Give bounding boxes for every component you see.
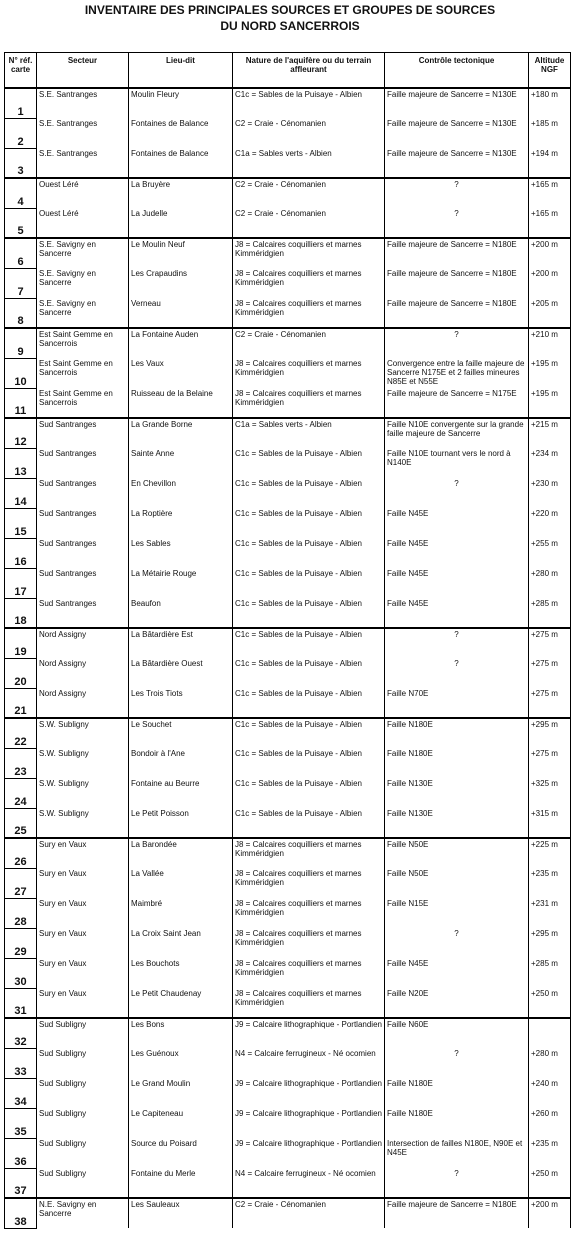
row-nature: C1c = Sables de la Puisaye - Albien — [233, 598, 385, 628]
row-nature: C1c = Sables de la Puisaye - Albien — [233, 748, 385, 778]
row-nature: C1a = Sables verts - Albien — [233, 148, 385, 178]
table-row — [5, 448, 571, 478]
row-sector: Sury en Vaux — [37, 958, 129, 988]
row-place: Fontaine au Beurre — [129, 778, 233, 808]
table-row — [5, 508, 571, 538]
table-row — [5, 808, 571, 838]
row-control: Faille N180E — [385, 748, 529, 778]
row-altitude: +234 m — [529, 448, 571, 478]
row-nature: C1c = Sables de la Puisaye - Albien — [233, 508, 385, 538]
row-ref-number: 8 — [5, 298, 37, 328]
row-ref-number: 31 — [5, 988, 37, 1018]
header-nature: Nature de l'aquifère ou du terrain affleurant — [233, 53, 385, 89]
row-place: La Bruyère — [129, 178, 233, 208]
table-row — [5, 298, 571, 328]
row-place: Maimbré — [129, 898, 233, 928]
row-nature: C2 = Craie - Cénomanien — [233, 328, 385, 358]
row-nature: J8 = Calcaires coquilliers et marnes Kimméridgien — [233, 898, 385, 928]
row-place: Le Capiteneau — [129, 1108, 233, 1138]
sources-table — [4, 52, 571, 1229]
row-ref-number: 9 — [5, 328, 37, 358]
table-row — [5, 868, 571, 898]
row-ref-number: 21 — [5, 688, 37, 718]
row-nature: C1c = Sables de la Puisaye - Albien — [233, 568, 385, 598]
row-altitude: +225 m — [529, 838, 571, 868]
table-row — [5, 958, 571, 988]
row-control: Faille majeure de Sancerre = N180E — [385, 268, 529, 298]
row-nature: J9 = Calcaire lithographique - Portlandien — [233, 1138, 385, 1168]
row-sector: Sud Santranges — [37, 418, 129, 448]
row-nature: C2 = Craie - Cénomanien — [233, 178, 385, 208]
table-row — [5, 148, 571, 178]
row-nature: C1a = Sables verts - Albien — [233, 418, 385, 448]
row-place: La Métairie Rouge — [129, 568, 233, 598]
table-row — [5, 238, 571, 268]
row-place: Les Trois Tiots — [129, 688, 233, 718]
row-place: La Roptière — [129, 508, 233, 538]
row-nature: J8 = Calcaires coquilliers et marnes Kimméridgien — [233, 388, 385, 418]
row-altitude: +180 m — [529, 88, 571, 118]
table-row — [5, 208, 571, 238]
row-place: Fontaines de Balance — [129, 148, 233, 178]
row-place: Fontaine du Merle — [129, 1168, 233, 1198]
row-control: Faille N20E — [385, 988, 529, 1018]
row-sector: Ouest Léré — [37, 178, 129, 208]
row-ref-number: 22 — [5, 718, 37, 748]
row-ref-number: 6 — [5, 238, 37, 268]
row-place: La Barondée — [129, 838, 233, 868]
table-row — [5, 1048, 571, 1078]
row-sector: S.W. Subligny — [37, 778, 129, 808]
row-sector: S.E. Savigny en Sancerre — [37, 238, 129, 268]
table-body — [5, 88, 571, 1228]
row-place: Les Vaux — [129, 358, 233, 388]
row-altitude: +215 m — [529, 418, 571, 448]
row-nature: J8 = Calcaires coquilliers et marnes Kimméridgien — [233, 358, 385, 388]
table-row — [5, 688, 571, 718]
table-row — [5, 1108, 571, 1138]
row-nature: C1c = Sables de la Puisaye - Albien — [233, 658, 385, 688]
row-altitude: +194 m — [529, 148, 571, 178]
row-ref-number: 12 — [5, 418, 37, 448]
row-ref-number: 18 — [5, 598, 37, 628]
row-sector: Sud Santranges — [37, 568, 129, 598]
table-row — [5, 898, 571, 928]
row-control: ? — [385, 328, 529, 358]
row-place: La Judelle — [129, 208, 233, 238]
row-altitude: +315 m — [529, 808, 571, 838]
row-nature: C2 = Craie - Cénomanien — [233, 118, 385, 148]
table-row — [5, 658, 571, 688]
row-place: Beaufon — [129, 598, 233, 628]
row-altitude: +200 m — [529, 238, 571, 268]
row-control: Faille majeure de Sancerre = N130E — [385, 148, 529, 178]
row-sector: Est Saint Gemme en Sancerrois — [37, 358, 129, 388]
row-control: Faille N60E — [385, 1018, 529, 1048]
row-ref-number: 16 — [5, 538, 37, 568]
row-altitude: +255 m — [529, 538, 571, 568]
row-altitude: +231 m — [529, 898, 571, 928]
row-control: Faille N50E — [385, 838, 529, 868]
row-control: Faille N45E — [385, 598, 529, 628]
table-row — [5, 1168, 571, 1198]
row-sector: Nord Assigny — [37, 628, 129, 658]
row-altitude: +275 m — [529, 628, 571, 658]
row-place: Les Sauleaux — [129, 1198, 233, 1228]
row-sector: S.W. Subligny — [37, 748, 129, 778]
row-ref-number: 24 — [5, 778, 37, 808]
row-altitude: +195 m — [529, 388, 571, 418]
row-nature: C1c = Sables de la Puisaye - Albien — [233, 628, 385, 658]
row-nature: C2 = Craie - Cénomanien — [233, 1198, 385, 1228]
table-row — [5, 178, 571, 208]
table-row — [5, 328, 571, 358]
row-control: Faille N45E — [385, 508, 529, 538]
table-row — [5, 388, 571, 418]
row-control: Faille majeure de Sancerre = N175E — [385, 388, 529, 418]
row-altitude: +285 m — [529, 958, 571, 988]
row-place: Ruisseau de la Belaine — [129, 388, 233, 418]
row-sector: Sud Subligny — [37, 1078, 129, 1108]
row-place: La Bâtardière Ouest — [129, 658, 233, 688]
row-ref-number: 25 — [5, 808, 37, 838]
row-ref-number: 7 — [5, 268, 37, 298]
row-sector: Sury en Vaux — [37, 928, 129, 958]
row-sector: S.W. Subligny — [37, 808, 129, 838]
row-place: La Grande Borne — [129, 418, 233, 448]
row-nature: J9 = Calcaire lithographique - Portlandien — [233, 1018, 385, 1048]
row-sector: Sury en Vaux — [37, 838, 129, 868]
title-line-2: DU NORD SANCERROIS — [220, 19, 360, 33]
row-control: ? — [385, 928, 529, 958]
row-altitude: +200 m — [529, 268, 571, 298]
row-control: Faille N70E — [385, 688, 529, 718]
row-nature: J8 = Calcaires coquilliers et marnes Kimméridgien — [233, 298, 385, 328]
row-nature: J9 = Calcaire lithographique - Portlandien — [233, 1108, 385, 1138]
row-nature: C2 = Craie - Cénomanien — [233, 208, 385, 238]
row-place: La Croix Saint Jean — [129, 928, 233, 958]
row-altitude: +205 m — [529, 298, 571, 328]
row-ref-number: 26 — [5, 838, 37, 868]
row-altitude: +275 m — [529, 688, 571, 718]
row-place: Les Bouchots — [129, 958, 233, 988]
row-control: Faille N15E — [385, 898, 529, 928]
row-ref-number: 10 — [5, 358, 37, 388]
row-place: En Chevillon — [129, 478, 233, 508]
row-place: Les Guénoux — [129, 1048, 233, 1078]
row-sector: S.W. Subligny — [37, 718, 129, 748]
row-place: Le Souchet — [129, 718, 233, 748]
row-sector: Sud Santranges — [37, 598, 129, 628]
row-nature: J8 = Calcaires coquilliers et marnes Kimméridgien — [233, 868, 385, 898]
row-altitude: +165 m — [529, 178, 571, 208]
row-altitude: +210 m — [529, 328, 571, 358]
row-control: ? — [385, 478, 529, 508]
row-sector: Ouest Léré — [37, 208, 129, 238]
row-place: Bondoir à l'Ane — [129, 748, 233, 778]
row-sector: Nord Assigny — [37, 658, 129, 688]
row-nature: C1c = Sables de la Puisaye - Albien — [233, 718, 385, 748]
row-ref-number: 15 — [5, 508, 37, 538]
row-place: Sainte Anne — [129, 448, 233, 478]
table-row — [5, 1138, 571, 1168]
row-ref-number: 32 — [5, 1018, 37, 1048]
row-sector: Sud Subligny — [37, 1138, 129, 1168]
row-ref-number: 30 — [5, 958, 37, 988]
header-sector: Secteur — [37, 53, 129, 89]
row-control: ? — [385, 1048, 529, 1078]
row-place: Verneau — [129, 298, 233, 328]
row-control: Faille N180E — [385, 1108, 529, 1138]
header-ref: N° réf. carte — [5, 53, 37, 89]
row-control: Faille majeure de Sancerre = N180E — [385, 1198, 529, 1228]
table-row — [5, 748, 571, 778]
row-place: Le Petit Poisson — [129, 808, 233, 838]
row-sector: Sud Subligny — [37, 1168, 129, 1198]
row-altitude: +230 m — [529, 478, 571, 508]
row-nature: C1c = Sables de la Puisaye - Albien — [233, 478, 385, 508]
row-nature: J8 = Calcaires coquilliers et marnes Kimméridgien — [233, 958, 385, 988]
row-ref-number: 5 — [5, 208, 37, 238]
row-ref-number: 34 — [5, 1078, 37, 1108]
row-control: Faille N180E — [385, 718, 529, 748]
row-altitude: +275 m — [529, 658, 571, 688]
row-ref-number: 23 — [5, 748, 37, 778]
row-sector: S.E. Savigny en Sancerre — [37, 268, 129, 298]
row-place: Fontaines de Balance — [129, 118, 233, 148]
row-ref-number: 14 — [5, 478, 37, 508]
row-control: Faille N10E tournant vers le nord à N140E — [385, 448, 529, 478]
table-row — [5, 568, 571, 598]
row-place: La Bâtardière Est — [129, 628, 233, 658]
row-ref-number: 37 — [5, 1168, 37, 1198]
row-nature: J9 = Calcaire lithographique - Portlandien — [233, 1078, 385, 1108]
row-sector: Sury en Vaux — [37, 868, 129, 898]
row-ref-number: 27 — [5, 868, 37, 898]
row-sector: S.E. Santranges — [37, 88, 129, 118]
row-control: Faille N50E — [385, 868, 529, 898]
row-altitude: +235 m — [529, 1138, 571, 1168]
table-row — [5, 778, 571, 808]
row-control: Faille majeure de Sancerre = N180E — [385, 238, 529, 268]
row-altitude: +200 m — [529, 1198, 571, 1228]
header-altitude: Altitude NGF — [529, 53, 571, 89]
row-altitude: +260 m — [529, 1108, 571, 1138]
row-nature: J8 = Calcaires coquilliers et marnes Kimméridgien — [233, 838, 385, 868]
row-control: ? — [385, 628, 529, 658]
row-sector: Sury en Vaux — [37, 988, 129, 1018]
row-altitude — [529, 1018, 571, 1048]
row-ref-number: 4 — [5, 178, 37, 208]
document-title — [0, 0, 580, 52]
header-place: Lieu-dit — [129, 53, 233, 89]
row-ref-number: 1 — [5, 88, 37, 118]
row-control: ? — [385, 178, 529, 208]
row-control: ? — [385, 1168, 529, 1198]
row-altitude: +285 m — [529, 598, 571, 628]
row-altitude: +295 m — [529, 718, 571, 748]
row-sector: S.E. Santranges — [37, 148, 129, 178]
table-row — [5, 628, 571, 658]
row-sector: Sud Subligny — [37, 1018, 129, 1048]
row-altitude: +325 m — [529, 778, 571, 808]
table-row — [5, 88, 571, 118]
row-ref-number: 13 — [5, 448, 37, 478]
row-sector: Sud Santranges — [37, 508, 129, 538]
row-place: Les Bons — [129, 1018, 233, 1048]
table-row — [5, 1078, 571, 1108]
row-sector: Nord Assigny — [37, 688, 129, 718]
table-header-row — [5, 53, 571, 89]
row-altitude: +195 m — [529, 358, 571, 388]
row-place: Les Sables — [129, 538, 233, 568]
table-row — [5, 718, 571, 748]
row-control: Faille N45E — [385, 568, 529, 598]
row-control: Faille majeure de Sancerre = N180E — [385, 298, 529, 328]
table-row — [5, 418, 571, 448]
row-ref-number: 3 — [5, 148, 37, 178]
row-nature: J8 = Calcaires coquilliers et marnes Kimméridgien — [233, 268, 385, 298]
row-sector: Sud Santranges — [37, 478, 129, 508]
row-altitude: +240 m — [529, 1078, 571, 1108]
table-row — [5, 838, 571, 868]
row-altitude: +295 m — [529, 928, 571, 958]
row-altitude: +165 m — [529, 208, 571, 238]
row-altitude: +280 m — [529, 1048, 571, 1078]
row-nature: C1c = Sables de la Puisaye - Albien — [233, 688, 385, 718]
row-ref-number: 29 — [5, 928, 37, 958]
table-row — [5, 268, 571, 298]
row-altitude: +250 m — [529, 1168, 571, 1198]
row-control: Faille N130E — [385, 808, 529, 838]
row-ref-number: 17 — [5, 568, 37, 598]
row-altitude: +280 m — [529, 568, 571, 598]
table-row — [5, 928, 571, 958]
row-control: Faille majeure de Sancerre = N130E — [385, 88, 529, 118]
row-altitude: +250 m — [529, 988, 571, 1018]
row-altitude: +185 m — [529, 118, 571, 148]
row-place: Les Crapaudins — [129, 268, 233, 298]
row-control: Intersection de failles N180E, N90E et N45E — [385, 1138, 529, 1168]
row-ref-number: 11 — [5, 388, 37, 418]
table-row — [5, 358, 571, 388]
row-control: ? — [385, 658, 529, 688]
table-row — [5, 988, 571, 1018]
row-nature: J8 = Calcaires coquilliers et marnes Kimméridgien — [233, 928, 385, 958]
row-place: Source du Poisard — [129, 1138, 233, 1168]
row-altitude: +275 m — [529, 748, 571, 778]
row-ref-number: 19 — [5, 628, 37, 658]
row-sector: Sud Santranges — [37, 448, 129, 478]
row-control: Faille N45E — [385, 958, 529, 988]
title-line-1: INVENTAIRE DES PRINCIPALES SOURCES ET GROUPES DE SOURCES — [84, 3, 496, 17]
header-control: Contrôle tectonique — [385, 53, 529, 89]
row-ref-number: 2 — [5, 118, 37, 148]
row-nature: N4 = Calcaire ferrugineux - Né ocomien — [233, 1048, 385, 1078]
row-ref-number: 38 — [5, 1198, 37, 1228]
row-control: Faille majeure de Sancerre = N130E — [385, 118, 529, 148]
row-nature: N4 = Calcaire ferrugineux - Né ocomien — [233, 1168, 385, 1198]
row-altitude: +235 m — [529, 868, 571, 898]
row-nature: C1c = Sables de la Puisaye - Albien — [233, 778, 385, 808]
table-row — [5, 118, 571, 148]
row-place: Moulin Fleury — [129, 88, 233, 118]
table-row — [5, 1198, 571, 1228]
row-altitude: +220 m — [529, 508, 571, 538]
row-ref-number: 33 — [5, 1048, 37, 1078]
row-sector: Sud Subligny — [37, 1048, 129, 1078]
row-sector: S.E. Santranges — [37, 118, 129, 148]
row-control: Faille N10E convergente sur la grande faille majeure de Sancerre — [385, 418, 529, 448]
row-ref-number: 20 — [5, 658, 37, 688]
row-control: ? — [385, 208, 529, 238]
table-row — [5, 598, 571, 628]
row-place: Le Moulin Neuf — [129, 238, 233, 268]
row-control: Convergence entre la faille majeure de Sancerre N175E et 2 failles mineures N85E et N55E — [385, 358, 529, 388]
row-nature: C1c = Sables de la Puisaye - Albien — [233, 538, 385, 568]
row-place: Le Petit Chaudenay — [129, 988, 233, 1018]
row-nature: J8 = Calcaires coquilliers et marnes Kimméridgien — [233, 238, 385, 268]
row-nature: C1c = Sables de la Puisaye - Albien — [233, 808, 385, 838]
row-nature: C1c = Sables de la Puisaye - Albien — [233, 88, 385, 118]
table-row — [5, 538, 571, 568]
row-nature: J8 = Calcaires coquilliers et marnes Kimméridgien — [233, 988, 385, 1018]
row-ref-number: 36 — [5, 1138, 37, 1168]
row-sector: Sud Santranges — [37, 538, 129, 568]
row-nature: C1c = Sables de la Puisaye - Albien — [233, 448, 385, 478]
row-control: Faille N180E — [385, 1078, 529, 1108]
row-sector: S.E. Savigny en Sancerre — [37, 298, 129, 328]
table-row — [5, 478, 571, 508]
row-sector: Est Saint Gemme en Sancerrois — [37, 328, 129, 358]
row-sector: Sury en Vaux — [37, 898, 129, 928]
row-place: La Fontaine Auden — [129, 328, 233, 358]
row-ref-number: 28 — [5, 898, 37, 928]
row-sector: N.E. Savigny en Sancerre — [37, 1198, 129, 1228]
table-row — [5, 1018, 571, 1048]
row-control: Faille N130E — [385, 778, 529, 808]
row-sector: Sud Subligny — [37, 1108, 129, 1138]
row-sector: Est Saint Gemme en Sancerrois — [37, 388, 129, 418]
row-control: Faille N45E — [385, 538, 529, 568]
row-place: Le Grand Moulin — [129, 1078, 233, 1108]
row-place: La Vallée — [129, 868, 233, 898]
row-ref-number: 35 — [5, 1108, 37, 1138]
